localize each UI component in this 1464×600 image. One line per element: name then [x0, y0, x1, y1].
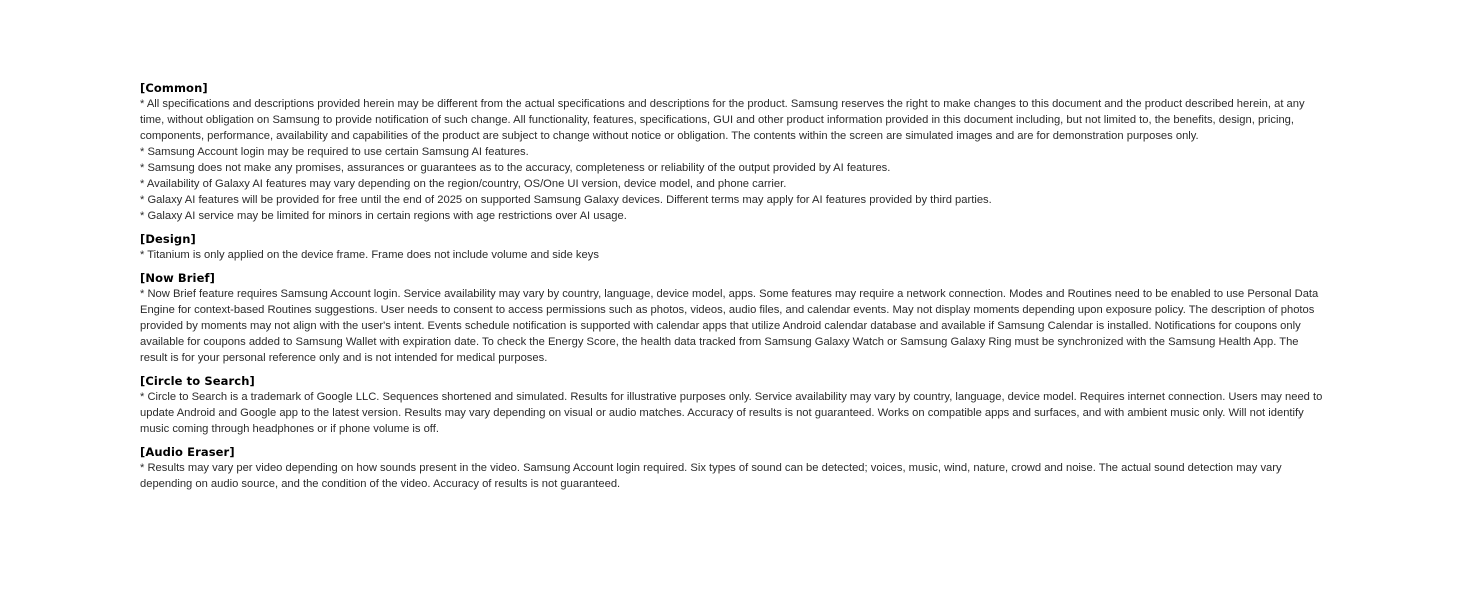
audio-eraser-note: * Results may vary per video depending on how sounds present in the video. Samsung Account login required. Six types of sound can be detected; voices, music, wind, nature, crowd and noise. The actual sound detection may vary depending on audio source, and the condition of the video. Accuracy of results is not guaranteed.: [140, 462, 1282, 490]
section-title-circle-to-search: [Circle to Search]: [140, 374, 255, 388]
section-title-audio-eraser: [Audio Eraser]: [140, 445, 235, 459]
section-title-design: [Design]: [140, 232, 196, 246]
common-note-ai-guarantees: * Samsung does not make any promises, assurances or guarantees as to the accuracy, completeness or reliability of the output provided by AI features.: [140, 162, 891, 174]
section-title-now-brief: [Now Brief]: [140, 271, 215, 285]
now-brief-note: * Now Brief feature requires Samsung Account login. Service availability may vary by country, language, device model, apps. Some features may require a network connection. Modes and Routines need to be enabled to use Personal Data Engine for context-based Routines suggestions. User needs to consent to access permissions such as photos, videos, audio files, and calendar events. May not display moments depending upon exposure policy. The description of photos provided by moments may not align with the user's intent. Events schedule notification is supported with calendar apps that utilize Android calendar database and available if Samsung Calendar is installed. Notifications for coupons only available for coupons added to Samsung Wallet with expiration date. To check the Energy Score, the health data tracked from Samsung Galaxy Watch or Samsung Galaxy Ring must be synchronized with the Samsung Health App. The result is for your personal reference only and is not intended for medical purposes.: [140, 288, 1319, 364]
section-title-common: [Common]: [140, 81, 208, 95]
section-audio-eraser: [140, 444, 1326, 492]
common-note-specifications: * All specifications and descriptions provided herein may be different from the actual specifications and descriptions for the product. Samsung reserves the right to make changes to this document and the product described herein, at any time, without obligation on Samsung to provide notification of such change. All functionality, features, specifications, GUI and other product information provided in this document including, but not limited to, the benefits, design, pricing, components, performance, availability and capabilities of the product are subject to change without notice or obligation. The contents within the screen are simulated images and are for demonstration purposes only.: [140, 98, 1305, 142]
circle-to-search-note: * Circle to Search is a trademark of Google LLC. Sequences shortened and simulated. Results for illustrative purposes only. Service availability may vary by country, language, device model. Requires internet connection. Users may need to update Android and Google app to the latest version. Results may vary depending on visual or audio matches. Accuracy of results is not guaranteed. Works on compatible apps and surfaces, and with ambient music only. Will not identify music coming through headphones or if phone volume is off.: [140, 391, 1323, 435]
section-common: [140, 80, 1326, 224]
common-note-ai-minors: * Galaxy AI service may be limited for minors in certain regions with age restrictions over AI usage.: [140, 210, 627, 222]
section-design: [140, 231, 1326, 263]
design-note-titanium: * Titanium is only applied on the device frame. Frame does not include volume and side keys: [140, 249, 599, 261]
common-note-ai-availability: * Availability of Galaxy AI features may vary depending on the region/country, OS/One UI version, device model, and phone carrier.: [140, 178, 787, 190]
common-note-account-login: * Samsung Account login may be required to use certain Samsung AI features.: [140, 146, 529, 158]
section-circle-to-search: [140, 373, 1326, 437]
common-note-ai-free-until-2025: * Galaxy AI features will be provided for free until the end of 2025 on supported Samsung Galaxy devices. Different terms may apply for AI features provided by third parties.: [140, 194, 992, 206]
disclaimer-block: [140, 80, 1326, 499]
section-now-brief: [140, 270, 1326, 366]
